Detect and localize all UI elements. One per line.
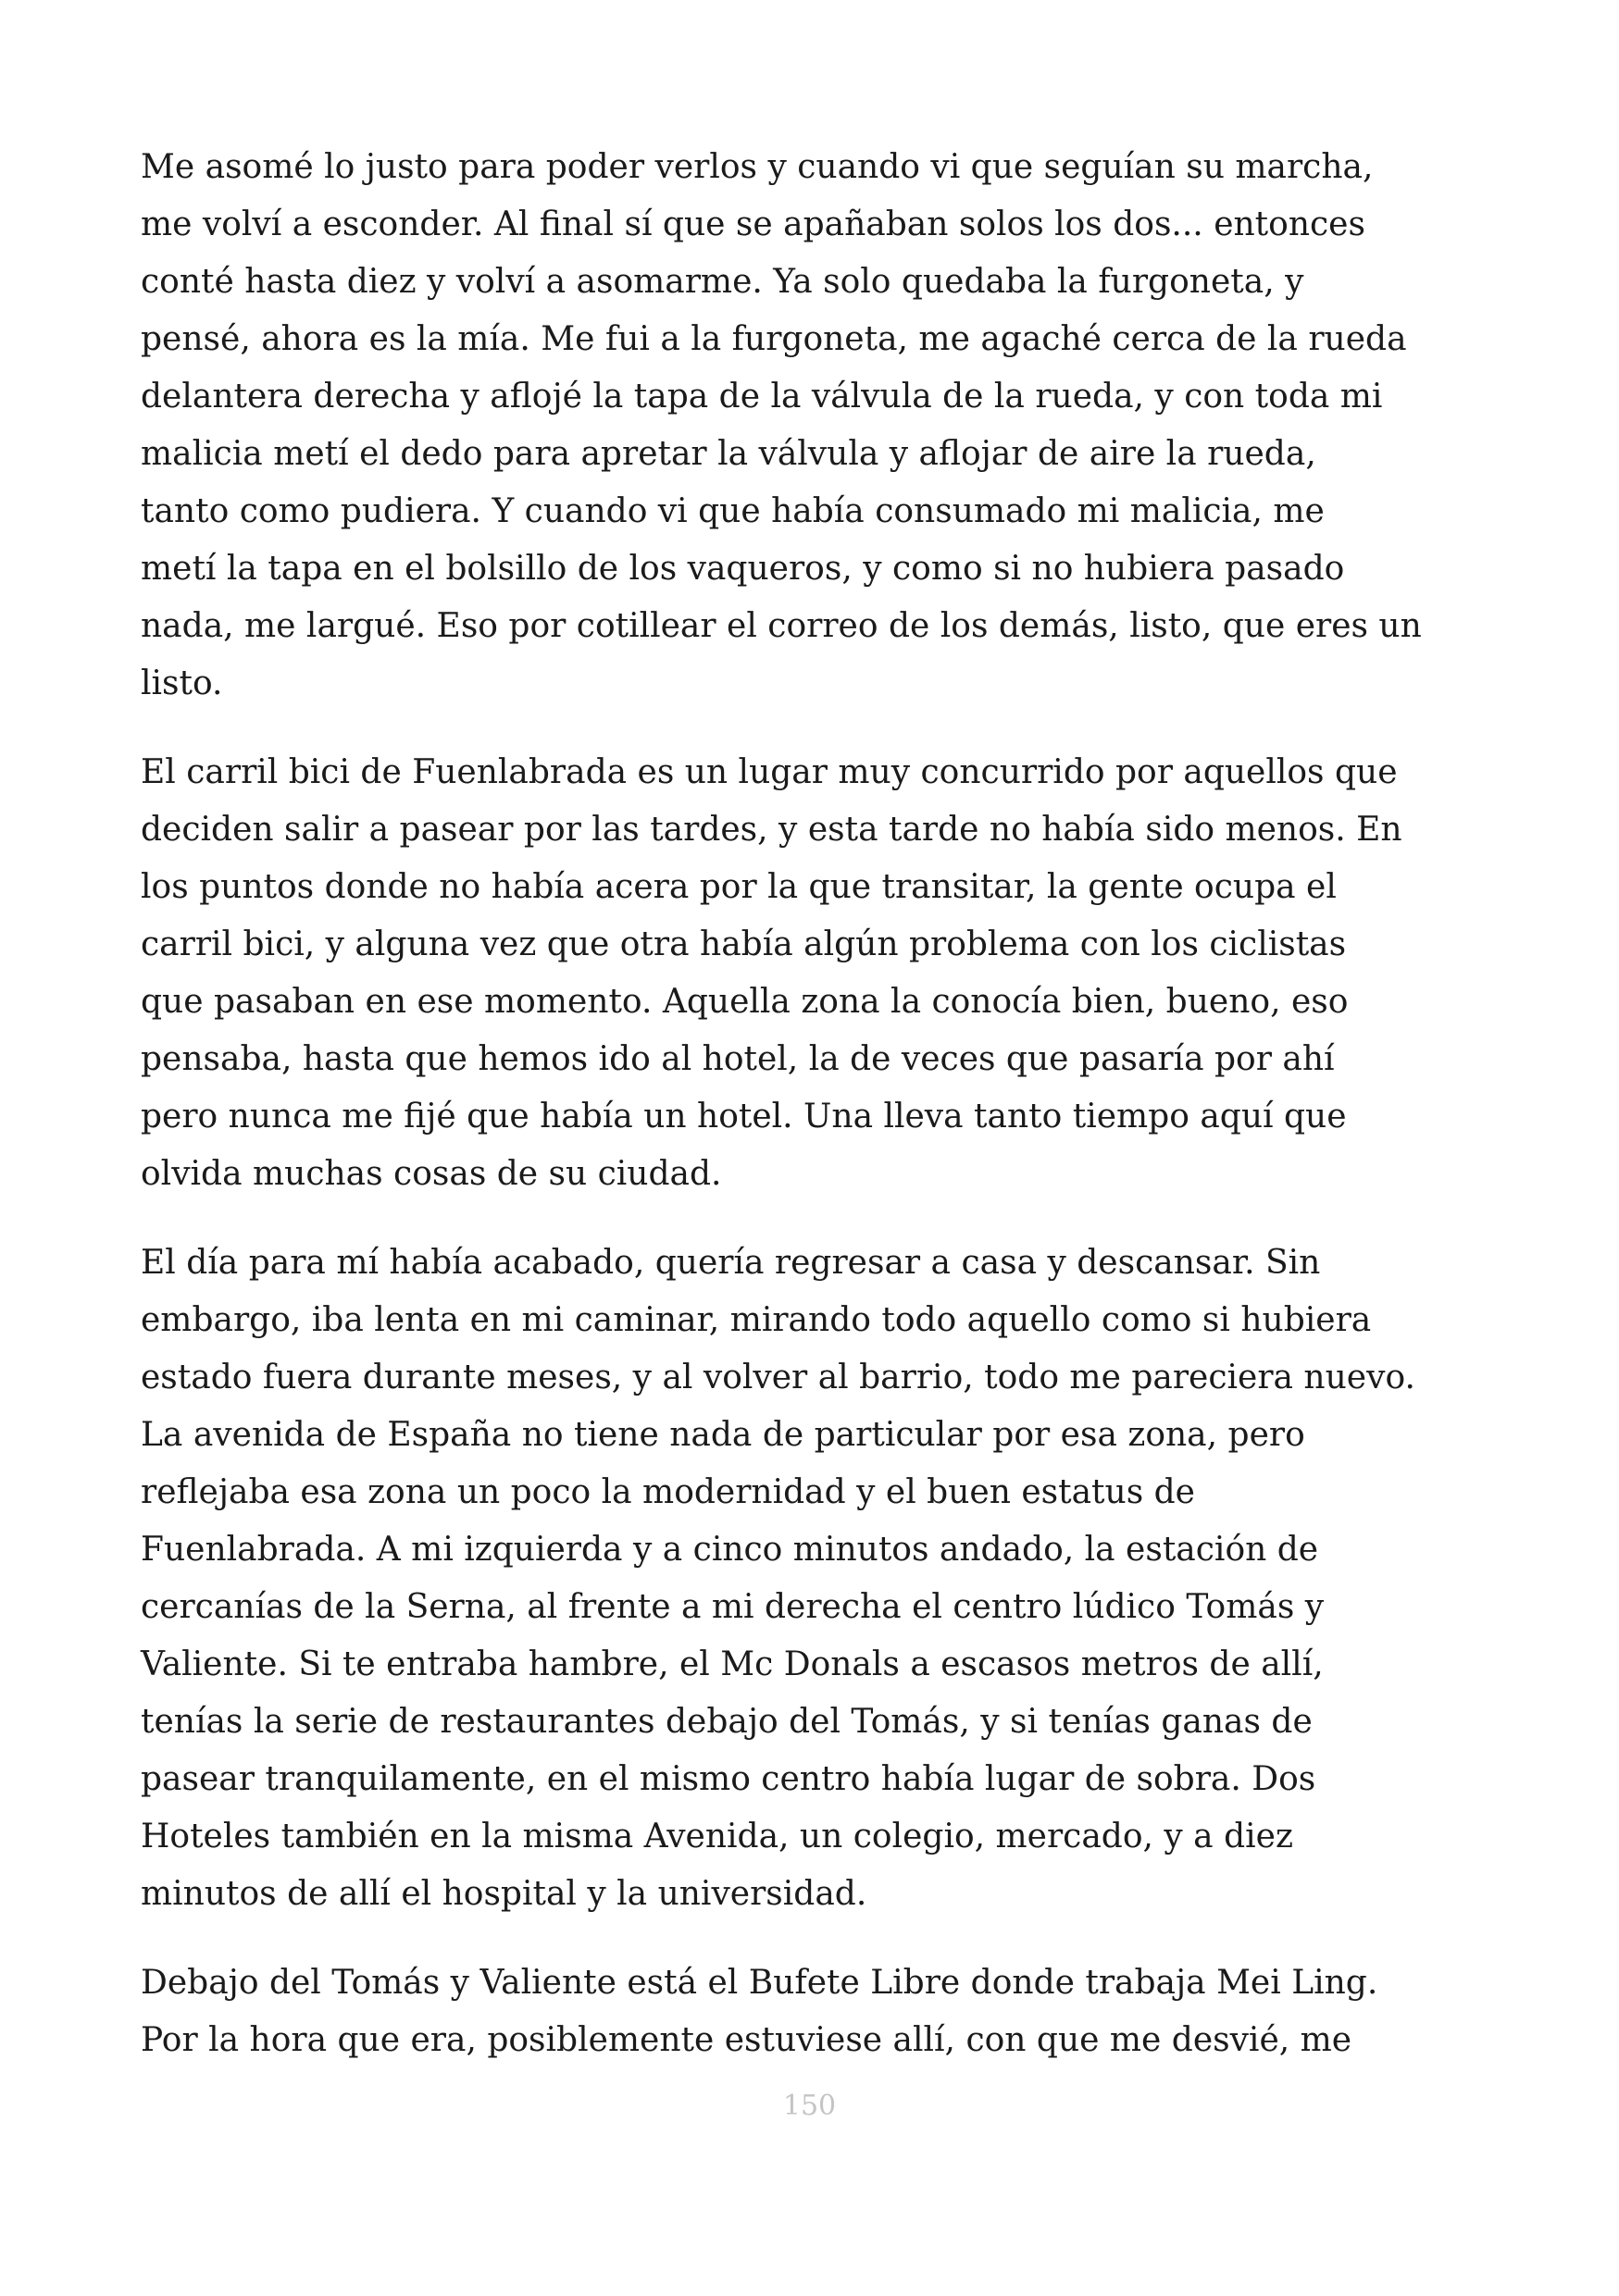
- paragraph-1: [141, 139, 1501, 713]
- text-line: pensé, ahora es la mía. Me fui a la furgoneta, me agaché cerca de la rueda: [141, 320, 1407, 358]
- text-line: Hoteles también en la misma Avenida, un colegio, mercado, y a diez: [141, 1818, 1293, 1855]
- text-line: nada, me largué. Eso por cotillear el correo de los demás, listo, que eres un: [141, 607, 1422, 645]
- paragraph-2: [141, 744, 1501, 1203]
- text-line: delantera derecha y aflojé la tapa de la válvula de la rueda, y con toda mi: [141, 378, 1383, 416]
- text-line: El carril bici de Fuenlabrada es un lugar muy concurrido por aquellos que: [141, 753, 1398, 791]
- text-line: La avenida de España no tiene nada de particular por esa zona, pero: [141, 1416, 1305, 1454]
- text-line: Por la hora que era, posiblemente estuviese allí, con que me desvié, me: [141, 2021, 1352, 2059]
- page-number: 150: [782, 2090, 837, 2122]
- text-line: Debajo del Tomás y Valiente está el Bufete Libre donde trabaja Mei Ling.: [141, 1964, 1378, 2002]
- text-line: Valiente. Si te entraba hambre, el Mc Donals a escasos metros de allí,: [141, 1645, 1324, 1683]
- text-line: me volví a esconder. Al final sí que se apañaban solos los dos... entonces: [141, 205, 1365, 243]
- text-line: cercanías de la Serna, al frente a mi derecha el centro lúdico Tomás y: [141, 1588, 1325, 1626]
- text-line: carril bici, y alguna vez que otra había algún problema con los ciclistas: [141, 925, 1347, 963]
- body-text: [141, 139, 1501, 2101]
- text-line: olvida muchas cosas de su ciudad.: [141, 1155, 722, 1193]
- text-line: metí la tapa en el bolsillo de los vaqueros, y como si no hubiera pasado: [141, 550, 1345, 588]
- text-line: los puntos donde no había acera por la que transitar, la gente ocupa el: [141, 868, 1337, 906]
- paragraph-3: [141, 1235, 1501, 1923]
- text-line: estado fuera durante meses, y al volver al barrio, todo me pareciera nuevo.: [141, 1359, 1415, 1396]
- text-line: reflejaba esa zona un poco la modernidad y el buen estatus de: [141, 1473, 1195, 1511]
- text-line: conté hasta diez y volví a asomarme. Ya solo quedaba la furgoneta, y: [141, 263, 1304, 301]
- text-line: malicia metí el dedo para apretar la válvula y aflojar de aire la rueda,: [141, 435, 1316, 473]
- text-line: El día para mí había acabado, quería regresar a casa y descansar. Sin: [141, 1244, 1321, 1282]
- text-line: listo.: [141, 664, 223, 702]
- text-line: tanto como pudiera. Y cuando vi que había consumado mi malicia, me: [141, 492, 1325, 530]
- text-line: pensaba, hasta que hemos ido al hotel, la de veces que pasaría por ahí: [141, 1040, 1335, 1078]
- text-line: tenías la serie de restaurantes debajo del Tomás, y si tenías ganas de: [141, 1703, 1313, 1741]
- text-line: que pasaban en ese momento. Aquella zona la conocía bien, bueno, eso: [141, 983, 1349, 1021]
- text-line: pasear tranquilamente, en el mismo centro había lugar de sobra. Dos: [141, 1760, 1316, 1798]
- text-line: embargo, iba lenta en mi caminar, mirando todo aquello como si hubiera: [141, 1301, 1372, 1339]
- text-line: pero nunca me fijé que había un hotel. Una lleva tanto tiempo aquí que: [141, 1098, 1347, 1136]
- text-line: minutos de allí el hospital y la universidad.: [141, 1875, 867, 1913]
- text-line: Fuenlabrada. A mi izquierda y a cinco minutos andado, la estación de: [141, 1531, 1319, 1569]
- text-line: deciden salir a pasear por las tardes, y esta tarde no había sido menos. En: [141, 811, 1402, 849]
- paragraph-4: [141, 1955, 1501, 2069]
- text-line: Me asomé lo justo para poder verlos y cuando vi que seguían su marcha,: [141, 148, 1374, 186]
